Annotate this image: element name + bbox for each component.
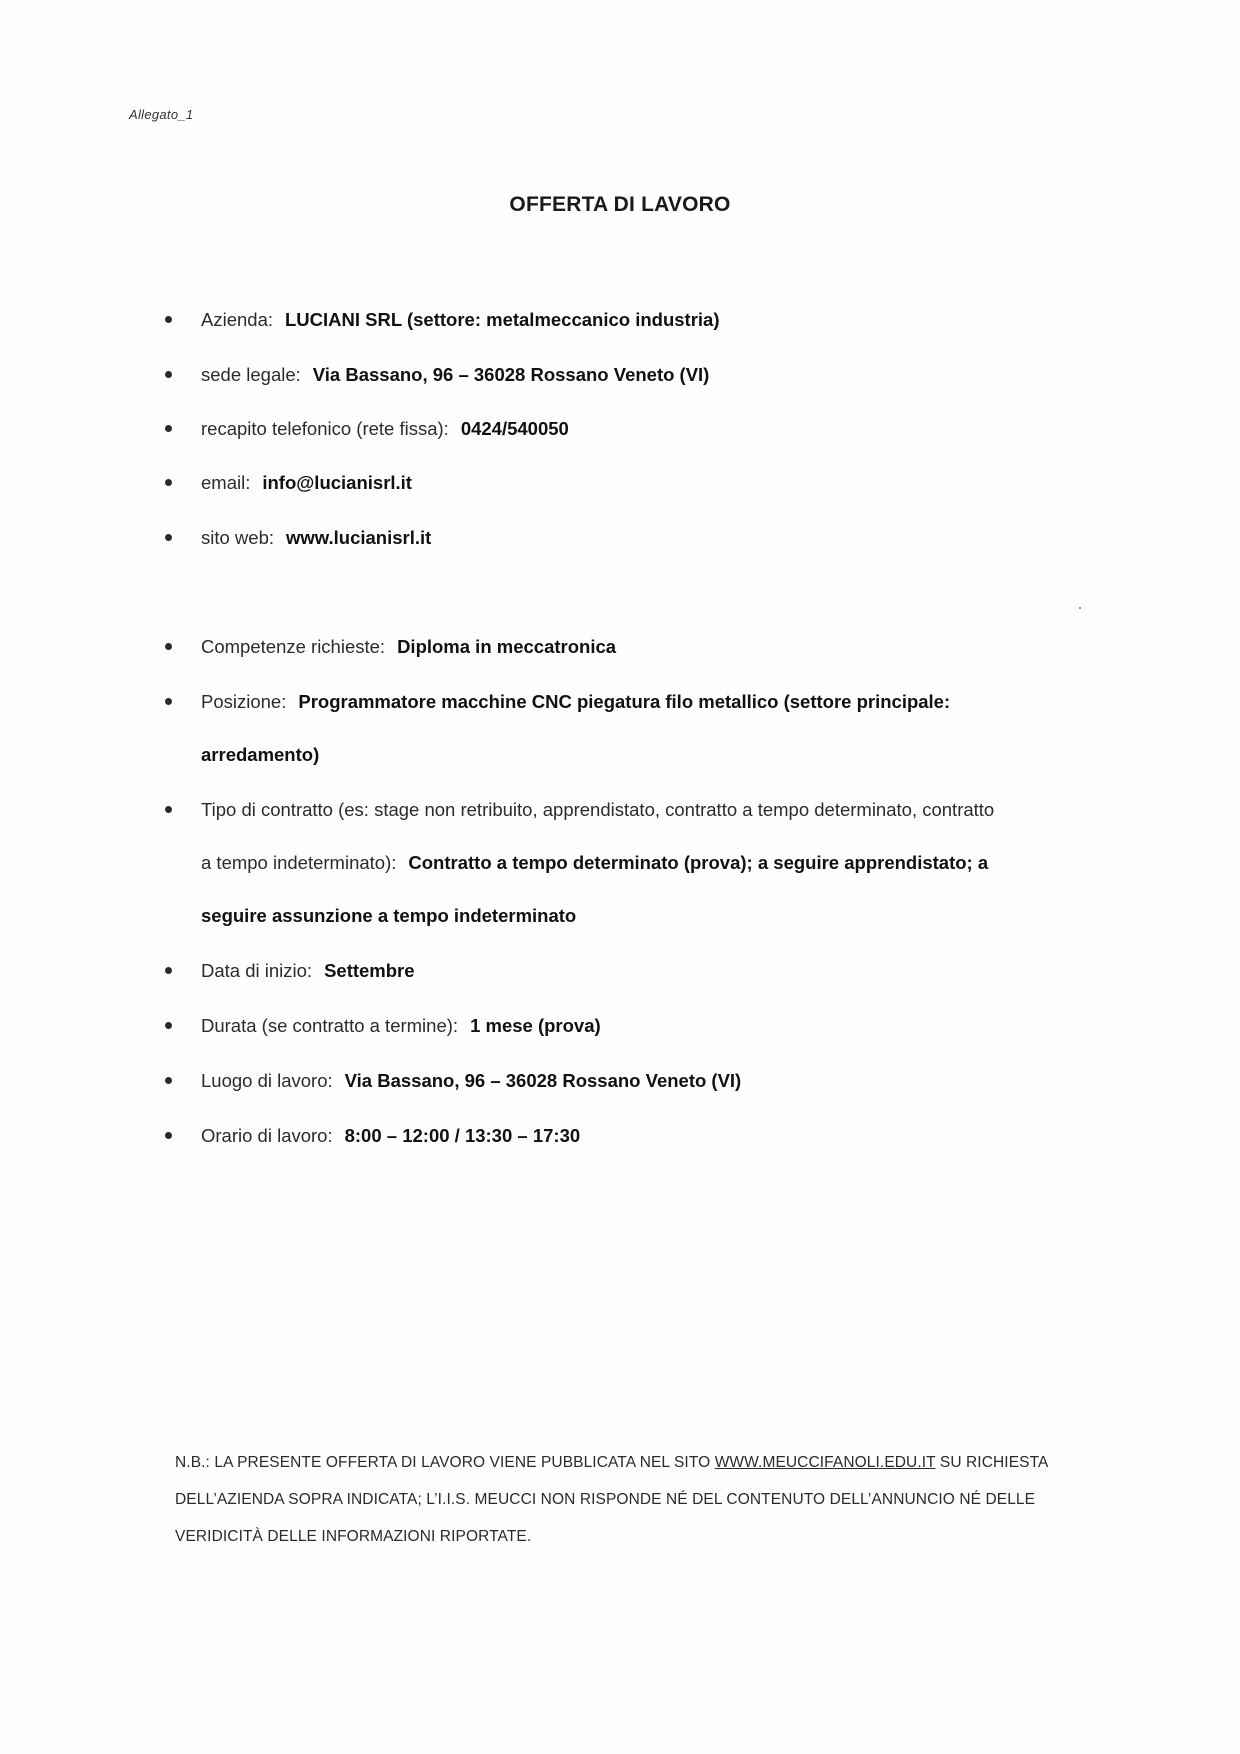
contract-value-line3: seguire assunzione a tempo indeterminato	[201, 905, 577, 926]
footnote	[175, 1444, 1115, 1555]
website-label: sito web:	[201, 527, 275, 548]
contract-value-line2: Contratto a tempo determinato (prova); a seguire apprendistato; a	[408, 852, 989, 873]
company-value: LUCIANI SRL (settore: metalmeccanico industria)	[285, 309, 720, 330]
email-label: email:	[201, 472, 251, 493]
attachment-label: Allegato_1	[129, 107, 194, 122]
position-label: Posizione:	[201, 691, 287, 712]
start-date-value: Settembre	[324, 960, 415, 981]
skills-label: Competenze richieste:	[201, 636, 386, 657]
bullet-icon	[165, 479, 172, 486]
contract-label-line2: a tempo indeterminato):	[201, 852, 397, 873]
hours-label: Orario di lavoro:	[201, 1125, 333, 1146]
bullet-icon	[165, 643, 172, 650]
bullet-icon	[165, 1132, 172, 1139]
contract-label-line1: Tipo di contratto (es: stage non retribuito, apprendistato, contratto a tempo determinato, contratto	[201, 799, 995, 820]
bullet-icon	[165, 534, 172, 541]
skills-value: Diploma in meccatronica	[397, 636, 617, 657]
position-value-line2: arredamento)	[201, 744, 320, 765]
position-value-line1: Programmatore macchine CNC piegatura filo metallico (settore principale:	[298, 691, 951, 712]
bullet-icon	[165, 1022, 172, 1029]
bullet-icon	[165, 316, 172, 323]
workplace-value: Via Bassano, 96 – 36028 Rossano Veneto (VI)	[344, 1070, 742, 1091]
email-value: info@lucianisrl.it	[262, 472, 412, 493]
scan-speck	[1079, 607, 1081, 609]
duration-value: 1 mese (prova)	[470, 1015, 601, 1036]
footnote-url-link[interactable]: WWW.MEUCCIFANOLI.EDU.IT	[714, 1454, 936, 1471]
bullet-icon	[165, 425, 172, 432]
phone-label: recapito telefonico (rete fissa):	[201, 418, 449, 439]
hours-value: 8:00 – 12:00 / 13:30 – 17:30	[344, 1125, 581, 1146]
bullet-icon	[165, 967, 172, 974]
footnote-text-after-url: SU RICHIESTA DELL’AZIENDA SOPRA INDICATA; L’I.I.S. MEUCCI NON RISPONDE NÉ DEL CONTENUTO DELL’ANNUNCIO NÉ DELLE VERIDICITÀ DELLE INFORMAZIONI RIPORTATE.	[175, 1454, 1048, 1545]
registered-office-value: Via Bassano, 96 – 36028 Rossano Veneto (VI)	[312, 364, 710, 385]
registered-office-label: sede legale:	[201, 364, 301, 385]
page-title: OFFERTA DI LAVORO	[509, 193, 731, 216]
bullet-icon	[165, 371, 172, 378]
workplace-label: Luogo di lavoro:	[201, 1070, 333, 1091]
start-date-label: Data di inizio:	[201, 960, 313, 981]
footnote-text-before-url: LA PRESENTE OFFERTA DI LAVORO VIENE PUBBLICATA NEL SITO	[214, 1454, 711, 1471]
bullet-icon	[165, 698, 172, 705]
duration-label: Durata (se contratto a termine):	[201, 1015, 459, 1036]
footnote-prefix: N.B.:	[175, 1454, 210, 1471]
phone-value: 0424/540050	[460, 418, 569, 439]
bullet-icon	[165, 806, 172, 813]
company-label: Azienda:	[201, 309, 273, 330]
bullet-icon	[165, 1077, 172, 1084]
website-value: www.lucianisrl.it	[286, 527, 432, 548]
